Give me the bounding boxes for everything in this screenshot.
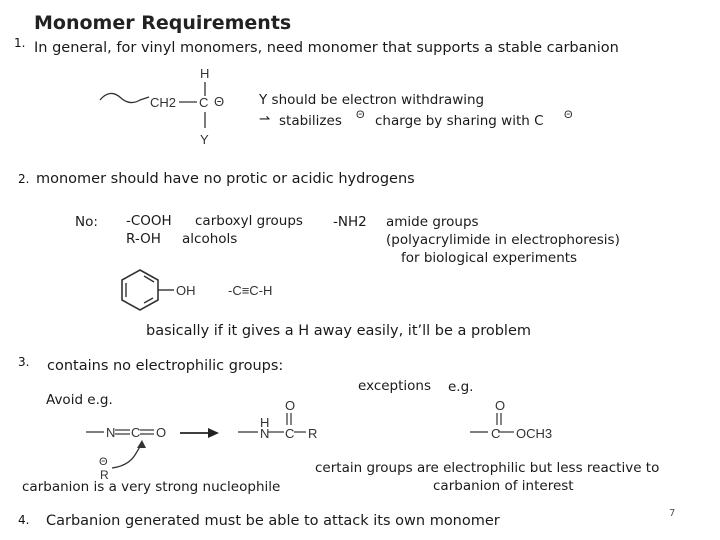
nh2-formula: -NH2 <box>333 214 367 230</box>
attacker-charge: Θ <box>99 456 108 468</box>
cooh-formula: -COOH <box>126 213 172 229</box>
item-3-text: contains no electrophilic groups: <box>47 358 284 374</box>
exception-note-2: carbanion of interest <box>433 478 574 494</box>
roh-desc: alcohols <box>182 231 238 247</box>
product-h: H <box>260 415 270 430</box>
struct-charge: Θ <box>214 94 225 109</box>
item-2-text: monomer should have no protic or acidic hydrogens <box>36 171 415 187</box>
struct-y: Y <box>200 132 209 147</box>
page-title: Monomer Requirements <box>34 12 292 34</box>
ester-o: O <box>495 398 506 413</box>
item-1-number: 1. <box>14 36 26 50</box>
product-n: N <box>260 426 270 441</box>
isocyanate-o: O <box>156 425 167 440</box>
exceptions-eg: e.g. <box>448 379 474 395</box>
item-4-text: Carbanion generated must be able to attack its own monomer <box>46 513 500 529</box>
withdrawing-note: Y should be electron withdrawing <box>259 92 485 108</box>
item-4-number: 4. <box>18 513 30 527</box>
product-o: O <box>285 398 296 413</box>
product-c: C <box>285 426 295 441</box>
ester-och3: OCH3 <box>516 426 553 441</box>
roh-formula: R-OH <box>126 231 161 247</box>
stabilize-text-a: stabilizes <box>279 113 342 129</box>
struct-c: C <box>199 95 209 110</box>
stabilize-charge-2: Θ <box>564 109 573 121</box>
avoid-label: Avoid e.g. <box>46 392 113 408</box>
item-2-number: 2. <box>18 172 30 186</box>
attacker-r: R <box>100 468 109 482</box>
exceptions-label: exceptions <box>358 378 432 394</box>
isocyanate-n: N <box>106 425 116 440</box>
struct-ch2: CH2 <box>150 95 177 110</box>
stabilize-charge: Θ <box>356 109 365 121</box>
carbanion-note: carbanion is a very strong nucleophile <box>22 479 281 495</box>
no-label: No: <box>75 214 98 230</box>
cooh-desc: carboxyl groups <box>195 213 303 229</box>
phenol-oh: OH <box>176 283 196 298</box>
item-3-number: 3. <box>18 355 30 369</box>
product-r: R <box>308 426 318 441</box>
ester-c: C <box>491 426 501 441</box>
item-1-text: In general, for vinyl monomers, need monomer that supports a stable carbanion <box>34 40 619 56</box>
alkyne-formula: -C≡C-H <box>228 283 273 298</box>
summary-note: basically if it gives a H away easily, it’ll be a problem <box>146 323 532 339</box>
nh2-note-2: for biological experiments <box>401 250 578 266</box>
nh2-desc: amide groups <box>386 214 479 230</box>
exception-note-1: certain groups are electrophilic but less reactive to <box>315 460 660 476</box>
isocyanate-c: C <box>131 425 141 440</box>
nh2-note-1: (polyacrylimide in electrophoresis) <box>386 232 620 248</box>
stabilize-text-b: charge by sharing with C <box>375 113 544 129</box>
page-number: 7 <box>669 508 676 519</box>
struct-h: H <box>200 66 210 81</box>
stabilize-arrow: ⇀ <box>259 111 271 127</box>
